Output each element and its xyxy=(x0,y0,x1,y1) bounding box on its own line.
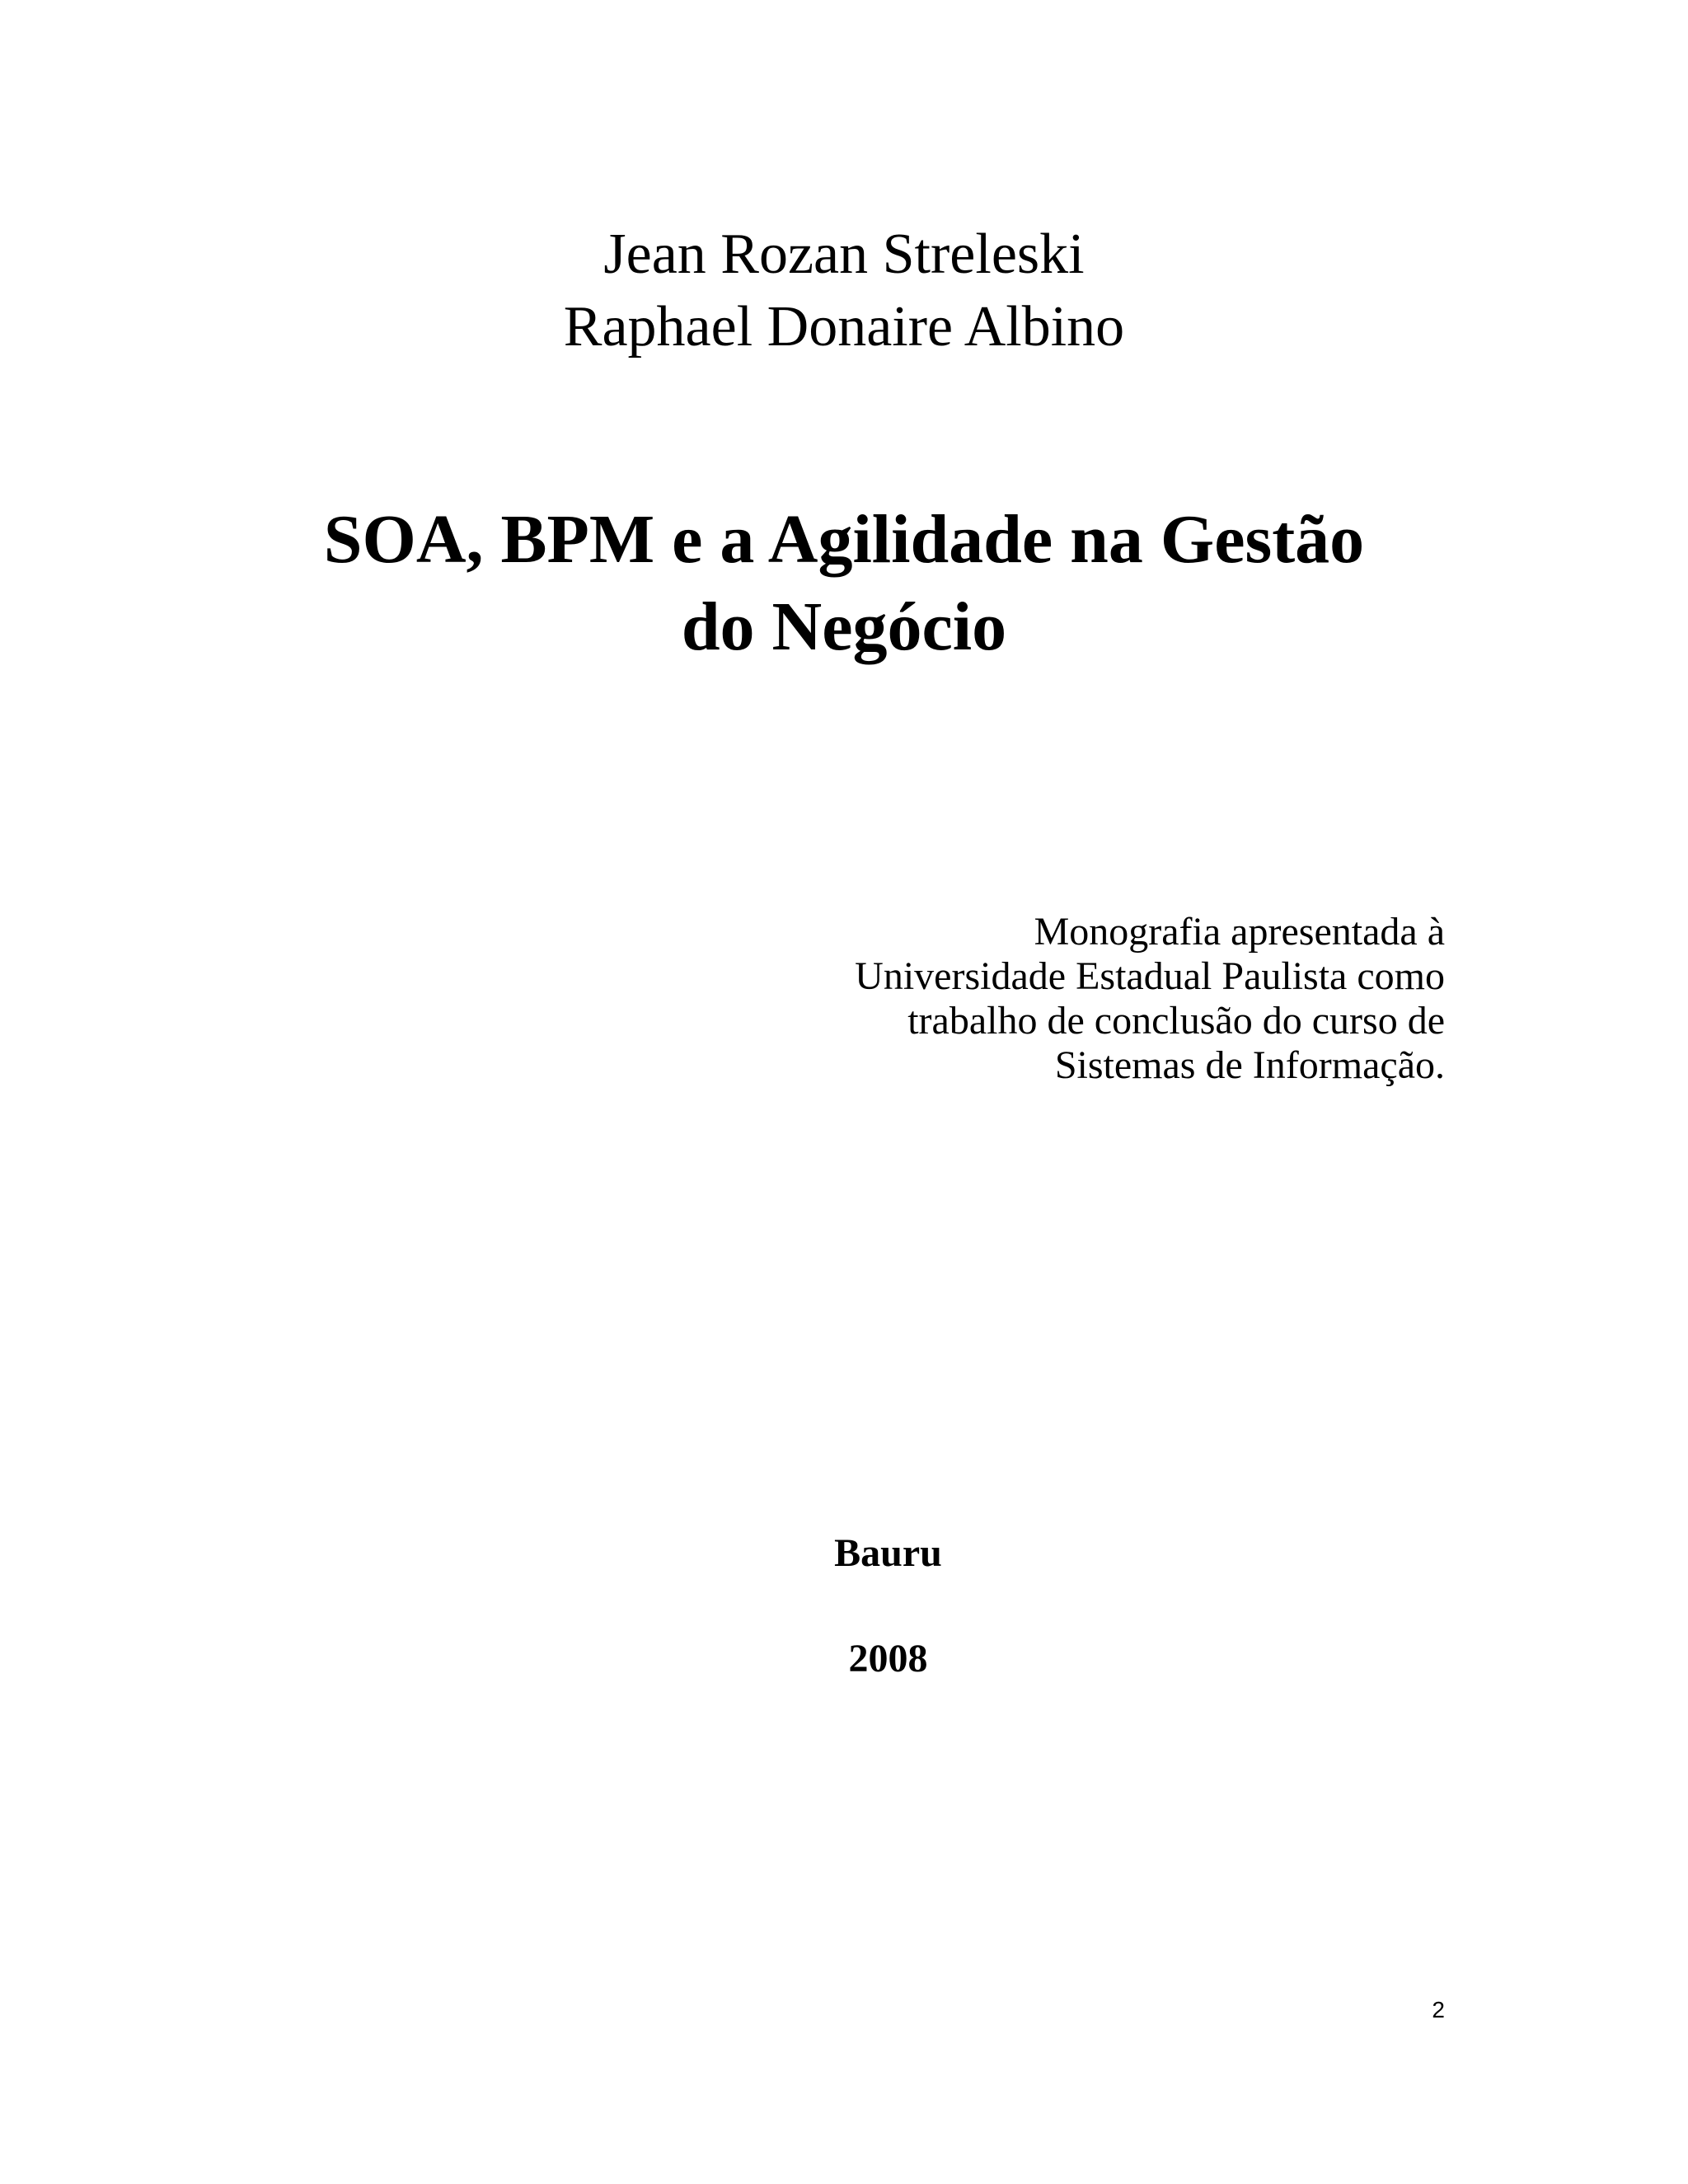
monograph-description xyxy=(703,910,1445,1088)
title-line: do Negócio xyxy=(681,588,1007,665)
description-line: Universidade Estadual Paulista como xyxy=(855,954,1445,998)
author-name: Raphael Donaire Albino xyxy=(563,295,1125,359)
page-number: 2 xyxy=(1432,1997,1445,2022)
description-line: Sistemas de Informação. xyxy=(1054,1043,1445,1087)
title-line: SOA, BPM e a Agilidade na Gestão xyxy=(323,501,1365,578)
description-line: trabalho de conclusão do curso de xyxy=(907,999,1445,1043)
publication-year: 2008 xyxy=(848,1637,928,1680)
document-title xyxy=(0,496,1688,671)
authors-block xyxy=(0,218,1688,363)
description-line: Monografia apresentada à xyxy=(1034,910,1445,954)
place-name: Bauru xyxy=(834,1531,942,1575)
author-name: Jean Rozan Streleski xyxy=(603,223,1085,286)
